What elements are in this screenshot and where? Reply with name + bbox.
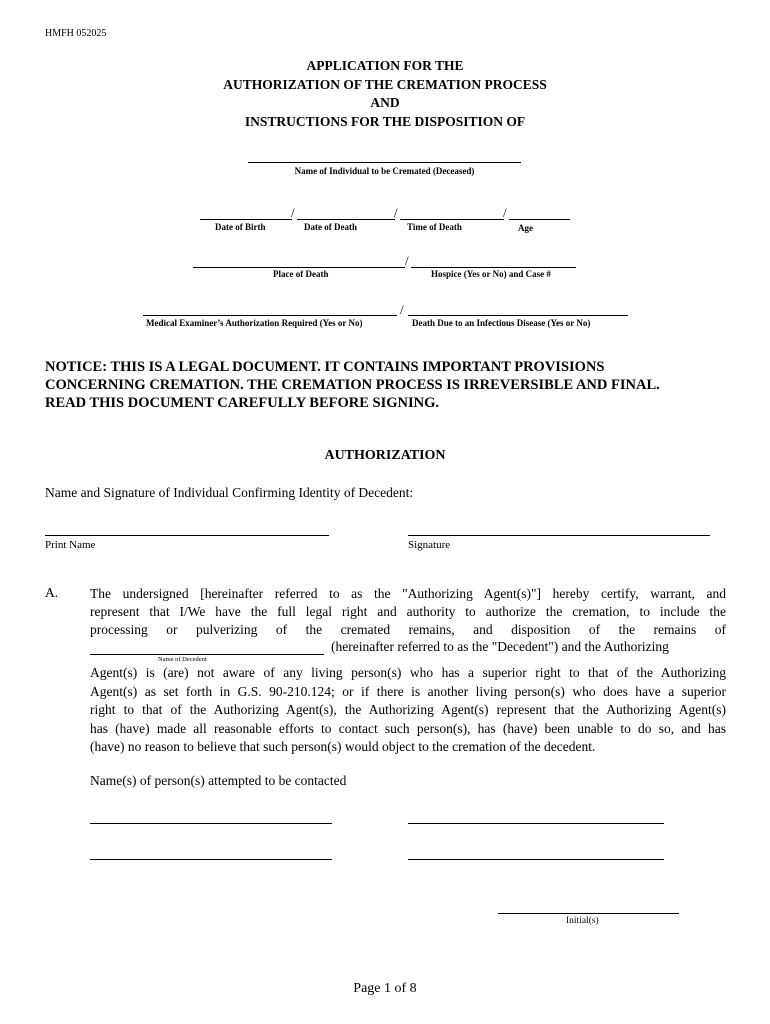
initials-field[interactable]: [498, 913, 679, 914]
separator-slash: /: [394, 205, 398, 220]
contacted-persons-label: Name(s) of person(s) attempted to be contacted: [90, 773, 347, 788]
notice-line: READ THIS DOCUMENT CAREFULLY BEFORE SIGNING.: [45, 395, 439, 411]
section-a-line: Agent(s) as set forth in G.S. 90-210.124; or if there is another living person(s) who does have a superior: [90, 683, 726, 699]
print-name-field[interactable]: [45, 535, 329, 536]
contacted-person-field[interactable]: [408, 823, 664, 824]
contacted-person-field[interactable]: [408, 859, 664, 860]
age-label: Age: [518, 223, 533, 233]
date-of-death-label: Date of Death: [304, 222, 357, 232]
section-a-line: right to that of the Authorizing Agent(s), the Authorizing Agent(s) represent that the Authorizing Agent(s): [90, 702, 726, 717]
infectious-disease-field[interactable]: [408, 315, 628, 316]
title-line-4: INSTRUCTIONS FOR THE DISPOSITION OF: [244, 114, 526, 129]
section-a-line: processing or pulverizing of the cremated remains, and disposition of the remains of: [90, 622, 726, 637]
date-of-birth-label: Date of Birth: [215, 222, 266, 232]
authorization-heading: AUTHORIZATION: [324, 448, 446, 463]
contacted-person-field[interactable]: [90, 859, 332, 860]
section-a-marker: A.: [45, 585, 59, 600]
title-line-2: AUTHORIZATION OF THE CREMATION PROCESS: [223, 77, 547, 92]
separator-slash: /: [405, 253, 409, 268]
print-name-label: Print Name: [45, 539, 96, 551]
age-field[interactable]: [509, 219, 570, 220]
section-a-line: The undersigned [hereinafter referred to as the "Authorizing Agent(s)"] hereby certify, warrant, and: [90, 586, 726, 601]
notice-line: NOTICE: THIS IS A LEGAL DOCUMENT. IT CONTAINS IMPORTANT PROVISIONS: [45, 359, 605, 375]
title-line-3: AND: [370, 95, 400, 110]
decedent-name-label: Name of Decedent: [158, 656, 207, 663]
deceased-name-field[interactable]: [248, 162, 521, 163]
place-of-death-label: Place of Death: [273, 269, 329, 279]
signature-label: Signature: [408, 539, 451, 551]
hospice-label: Hospice (Yes or No) and Case #: [431, 269, 551, 279]
infectious-disease-label: Death Due to an Infectious Disease (Yes or No): [412, 318, 591, 328]
date-of-death-field[interactable]: [297, 219, 395, 220]
place-of-death-field[interactable]: [193, 267, 405, 268]
contacted-person-field[interactable]: [90, 823, 332, 824]
time-of-death-label: Time of Death: [407, 222, 462, 232]
section-a-line: has (have) made all reasonable efforts to contact such person(s), has (have) been unable to do so, and has: [90, 720, 726, 736]
date-of-birth-field[interactable]: [200, 219, 292, 220]
section-a-line: (have) no reason to believe that such person(s) would object to the cremation of the decedent.: [90, 739, 596, 754]
separator-slash: /: [400, 302, 404, 317]
notice-line: CONCERNING CREMATION. THE CREMATION PROCESS IS IRREVERSIBLE AND FINAL.: [45, 377, 660, 393]
document-code: HMFH 052025: [45, 28, 107, 39]
signature-field[interactable]: [408, 535, 710, 536]
section-a-line: (hereinafter referred to as the "Decedent") and the Authorizing: [331, 639, 669, 654]
section-a-line: represent that I/We have the full legal right and authority to authorize the cremation, to include the: [90, 604, 726, 619]
medical-examiner-label: Medical Examiner’s Authorization Required (Yes or No): [146, 318, 363, 328]
hospice-field[interactable]: [411, 267, 576, 268]
title-line-1: APPLICATION FOR THE: [306, 58, 464, 73]
section-a-body: [90, 664, 726, 757]
medical-examiner-field[interactable]: [143, 315, 397, 316]
page-number: Page 1 of 8: [353, 981, 417, 996]
decedent-name-field[interactable]: [90, 654, 324, 655]
legal-notice: [45, 358, 725, 412]
identity-prompt: Name and Signature of Individual Confirming Identity of Decedent:: [45, 485, 414, 500]
separator-slash: /: [503, 205, 507, 220]
separator-slash: /: [291, 205, 295, 220]
deceased-name-label: Name of Individual to be Cremated (Deceased): [294, 166, 475, 176]
section-a-line: Agent(s) is (are) not aware of any living person(s) who has a superior right to that of the Authorizing: [90, 665, 726, 680]
time-of-death-field[interactable]: [400, 219, 504, 220]
initials-label: Initial(s): [566, 916, 599, 926]
